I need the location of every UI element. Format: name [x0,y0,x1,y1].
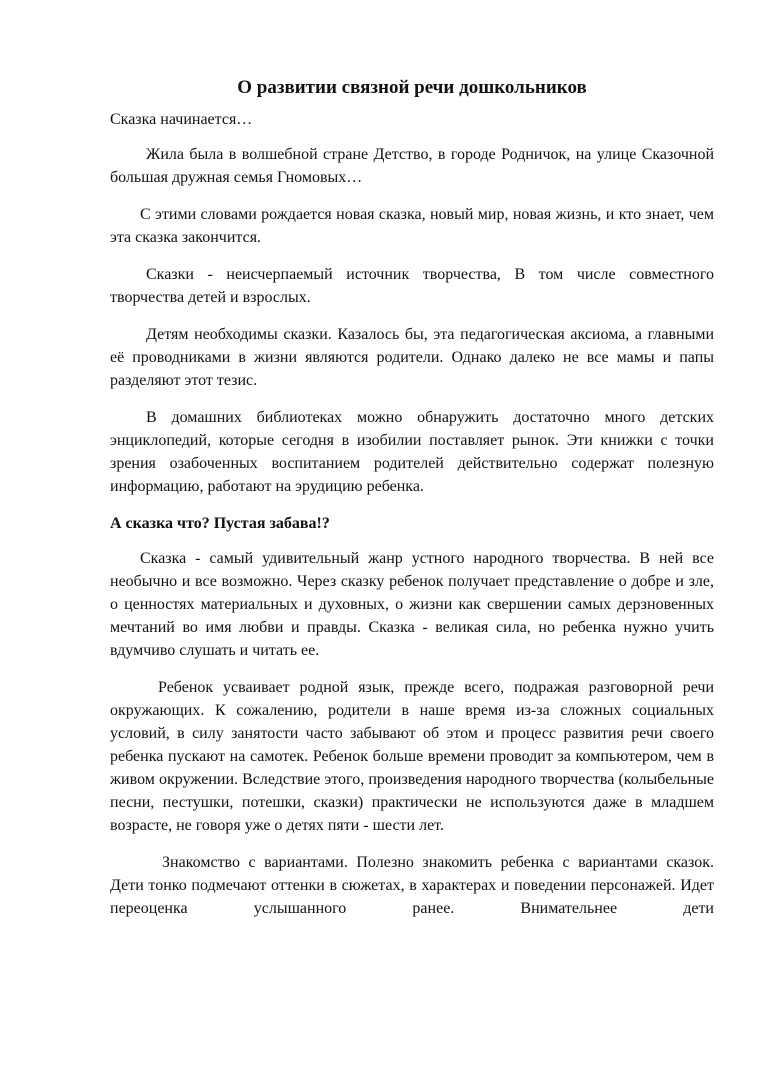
document-page [110,74,714,934]
paragraph-2: С этими словами рождается новая сказка, новый мир, новая жизнь, и кто знает, чем эта сказка закончится. [110,206,714,246]
paragraph-intro: Сказка начинается… [110,111,253,128]
document-title: О развитии связной речи дошкольников [237,77,587,98]
section-heading: А сказка что? Пустая забава!? [110,515,330,532]
paragraph-5: В домашних библиотеках можно обнаружить достаточно много детских энциклопедий, которые сегодня в изобилии поставляет рынок. Эти книжки с точки зрения озабоченных воспитанием родителей действительно содержат полезную информацию, работают на эрудицию ребенка. [110,409,714,495]
paragraph-4: Детям необходимы сказки. Казалось бы, эта педагогическая аксиома, а главными её проводниками в жизни являются родители. Однако далеко не все мамы и папы разделяют этот тезис. [110,326,714,389]
paragraph-6: Сказка - самый удивительный жанр устного народного творчества. В ней все необычно и все возможно. Через сказку ребенок получает представление о добре и зле, о ценностях материальных и духовных, о жизни как свершении самых дерзновенных мечтаний во имя любви и правды. Сказка - великая сила, но ребенка нужно учить вдумчиво слушать и читать ее. [110,550,714,659]
paragraph-3: Сказки - неисчерпаемый источник творчества, В том числе совместного творчества детей и взрослых. [110,266,714,306]
paragraph-8: Знакомство с вариантами. Полезно знакомить ребенка с вариантами сказок. Дети тонко подмечают оттенки в сюжетах, в характерах и поведении персонажей. Идет переоценка услышанного ранее. Внимательнее дети [110,854,714,917]
paragraph-1: Жила была в волшебной стране Детство, в городе Родничок, на улице Сказочной большая дружная семья Гномовых… [110,146,714,186]
paragraph-7: Ребенок усваивает родной язык, прежде всего, подражая разговорной речи окружающих. К сожалению, родители в наше время из-за сложных социальных условий, в силу занятости часто забывают об этом и процесс развития речи своего ребенка пускают на самотек. Ребенок больше времени проводит за компьютером, чем в живом окружении. Вследствие этого, произведения народного творчества (колыбельные песни, пестушки, потешки, сказки) практически не используются даже в младшем возрасте, не говоря уже о детях пяти - шести лет. [110,679,714,834]
